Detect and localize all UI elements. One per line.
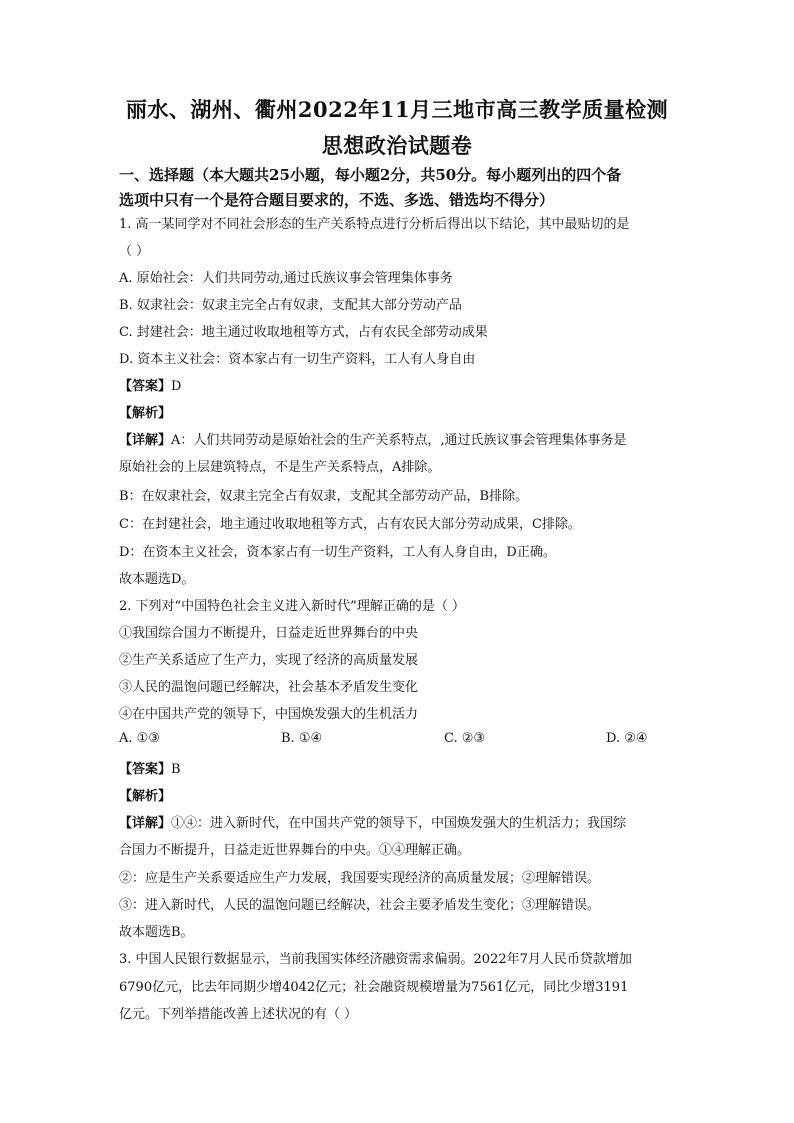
q2-detail-line4: ③：进入新时代，人民的温饱问题已经解决，社会主要矛盾发生变化；③理解错误。 [119,898,601,913]
q2-detail-line3: ②：应是生产关系要适应生产力发展，我国要实现经济的高质量发展；②理解错误。 [119,871,601,886]
q1-option-b: B. 奴隶社会：奴隶主完全占有奴隶，支配其大部分劳动产品 [119,298,462,313]
q2-item-3: ③人民的温饱问题已经解决，社会基本矛盾发生变化 [119,680,419,695]
q1-detail-line4: C：在封建社会，地主通过收取地租等方式，占有农民大部分劳动成果，C排除。 [119,517,581,532]
section-heading-line2: 选项中只有一个是符合题目要求的，不选、多选、错选均不得分） [119,191,555,209]
q2-option-c: C. ②③ [444,731,486,746]
q2-analysis-label: 【解析】 [119,789,172,804]
q1-conclusion: 故本题选D。 [119,572,195,587]
q2-item-1: ①我国综合国力不断提升，日益走近世界舞台的中央 [119,626,419,641]
q2-option-a: A. ①③ [119,731,160,746]
q1-option-d: D. 资本主义社会：资本家占有一切生产资料，工人有人身自由 [119,352,476,367]
q1-stem-line2: （ ） [119,244,150,259]
q2-conclusion: 故本题选B。 [119,925,194,940]
answer-value: D [171,379,182,394]
q1-detail-line5: D：在资本主义社会，资本家占有一切生产资料，工人有人身自由，D正确。 [119,545,556,560]
section-heading-line1: 一、选择题（本大题共25小题，每小题2分，共50分。每小题列出的四个备 [119,166,622,184]
detail-label: 【详解】 [119,433,172,448]
q2-answer [119,758,181,777]
q2-stem: 2. 下列对“中国特色社会主义进入新时代”理解正确的是（ ） [119,599,465,614]
exam-subtitle: 思想政治试题卷 [321,133,473,158]
q1-analysis-label: 【解析】 [119,406,172,421]
answer-label: 【答案】 [119,762,172,777]
q2-option-d: D. ②④ [606,731,648,746]
q1-detail-line2: 原始社会的上层建筑特点，不是生产关系特点，A排除。 [119,460,441,475]
q2-detail-line2: 合国力不断提升，日益走近世界舞台的中央。①④理解正确。 [119,843,471,858]
answer-value: B [171,762,181,777]
q1-detail-line3: B：在奴隶社会，奴隶主完全占有奴隶，支配其全部劳动产品，B排除。 [119,489,529,504]
q3-stem-line1: 3. 中国人民银行数据显示，当前我国实体经济融资需求偏弱。2022年7月人民币贷款增加 [119,952,632,967]
answer-label: 【答案】 [119,379,172,394]
q2-detail-line1 [119,812,626,831]
detail-text: A：人们共同劳动是原始社会的生产关系特点，,通过氏族议事会管理集体事务是 [171,433,627,448]
q3-stem-line3: 亿元。下列举措能改善上述状况的有（ ） [119,1007,358,1022]
q1-answer [119,375,181,394]
q3-stem-line2: 6790亿元，比去年同期少增4042亿元；社会融资规模增量为7561亿元，同比少增3191 [119,980,629,995]
q2-item-2: ②生产关系适应了生产力，实现了经济的高质量发展 [119,653,419,668]
q1-option-c: C. 封建社会：地主通过收取地租等方式，占有农民全部劳动成果 [119,325,488,340]
q2-option-b: B. ①④ [281,731,323,746]
q1-option-a: A. 原始社会：人们共同劳动,通过氏族议事会管理集体事务 [119,271,453,286]
q2-item-4: ④在中国共产党的领导下，中国焕发强大的生机活力 [119,707,419,722]
detail-text: ①④：进入新时代，在中国共产党的领导下，中国焕发强大的生机活力；我国综 [171,816,627,831]
q1-detail-line1 [119,429,627,448]
q1-stem-line1: 1. 高一某同学对不同社会形态的生产关系特点进行分析后得出以下结论，其中最贴切的是 [119,217,630,232]
exam-title: 丽水、湖州、衢州2022年11月三地市高三教学质量检测 [125,97,669,122]
detail-label: 【详解】 [119,816,172,831]
